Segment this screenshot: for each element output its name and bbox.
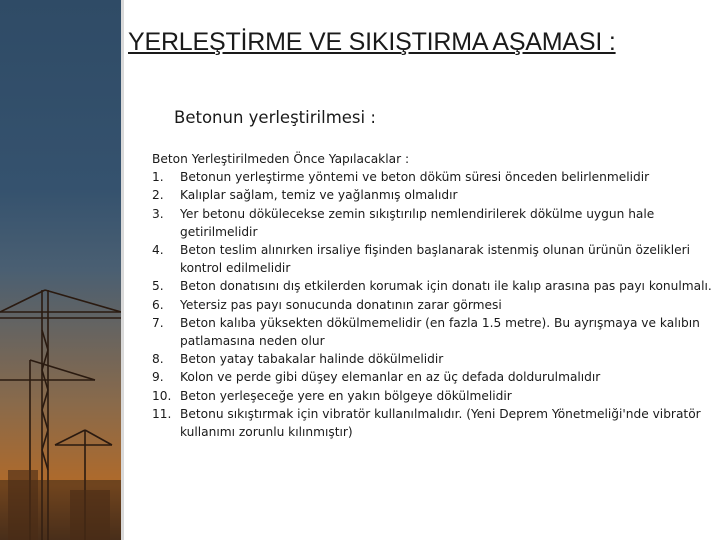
list-item xyxy=(152,314,717,350)
page-title: YERLEŞTİRME VE SIKIŞTIRMA AŞAMASI : xyxy=(128,28,616,56)
sidebar-image xyxy=(0,0,121,540)
list-item-number: 4. xyxy=(152,243,164,258)
sidebar-divider xyxy=(121,0,124,540)
list-item xyxy=(152,205,717,241)
list-item-text: Betonun yerleştirme yöntemi ve beton döküm süresi önceden belirlenmelidir xyxy=(180,170,650,185)
list-item-number: 9. xyxy=(152,370,164,385)
list-item xyxy=(152,368,717,386)
list-item-number: 5. xyxy=(152,279,164,294)
list-item xyxy=(152,387,717,405)
list-item-text: Beton kalıba yüksekten dökülmemelidir (en fazla 1.5 metre). Bu ayrışmaya ve kalıbın patlamasına neden olur xyxy=(180,315,700,349)
list-item-text: Beton donatısını dış etkilerden korumak için donatı ile kalıp arasına pas payı konulmalı. xyxy=(180,279,712,294)
list-item xyxy=(152,277,717,295)
list-item-text: Betonu sıkıştırmak için vibratör kullanılmalıdır. (Yeni Deprem Yönetmeliği'nde vibratör kullanımı zorunlu kılınmıştır) xyxy=(180,406,701,440)
list-item xyxy=(152,186,717,204)
content-list xyxy=(152,150,717,441)
section-subtitle: Betonun yerleştirilmesi : xyxy=(174,108,376,127)
list-item-text: Beton yerleşeceğe yere en yakın bölgeye dökülmelidir xyxy=(180,388,512,403)
list-heading: Beton Yerleştirilmeden Önce Yapılacaklar : xyxy=(152,152,410,166)
list-item-text: Kolon ve perde gibi düşey elemanlar en az üç defada doldurulmalıdır xyxy=(180,370,601,385)
list-item-number: 10. xyxy=(152,388,172,403)
list-item-number: 6. xyxy=(152,297,164,312)
numbered-list xyxy=(152,168,717,441)
crane-silhouette-icon xyxy=(0,0,121,540)
list-item xyxy=(152,350,717,368)
list-item-text: Kalıplar sağlam, temiz ve yağlanmış olmalıdır xyxy=(180,188,458,203)
list-item-text: Beton teslim alınırken irsaliye fişinden başlanarak istenmiş olunan ürünün özelikleri kontrol edilmelidir xyxy=(180,243,691,276)
list-item xyxy=(152,405,717,441)
list-item xyxy=(152,241,717,277)
list-item-number: 8. xyxy=(152,352,164,367)
list-item xyxy=(152,296,717,314)
list-item xyxy=(152,168,717,186)
list-item-number: 2. xyxy=(152,188,164,203)
list-item-number: 11. xyxy=(152,406,172,421)
list-item-text: Yetersiz pas payı sonucunda donatının zarar görmesi xyxy=(180,297,502,312)
list-item-text: Yer betonu dökülecekse zemin sıkıştırılıp nemlendirilerek dökülme uygun hale getirilmelidir xyxy=(180,206,655,239)
list-item-text: Beton yatay tabakalar halinde dökülmelidir xyxy=(180,352,444,367)
list-item-number: 3. xyxy=(152,206,164,221)
list-item-number: 1. xyxy=(152,170,164,185)
list-item-number: 7. xyxy=(152,315,164,330)
